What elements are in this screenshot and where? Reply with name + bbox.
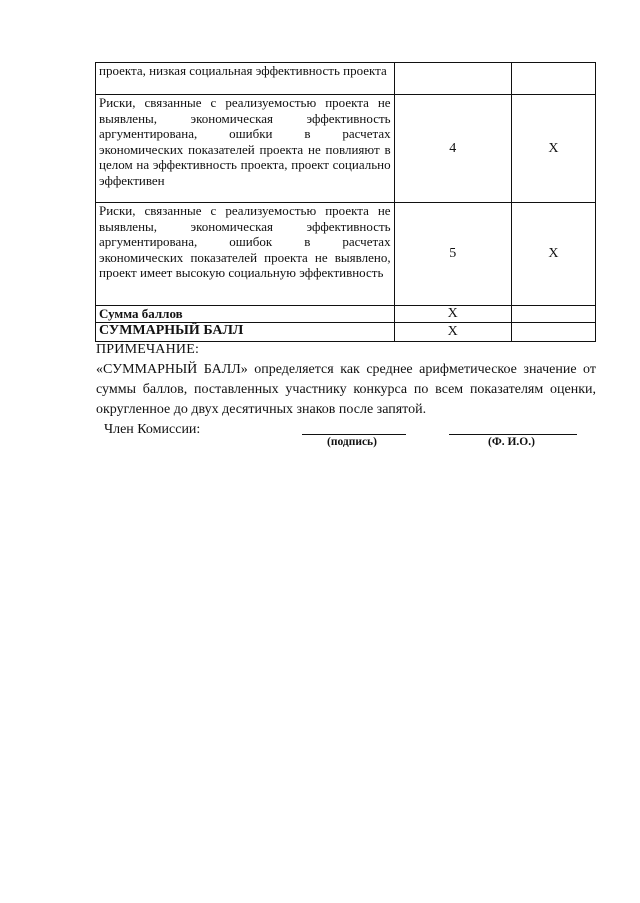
mark-cell: X: [511, 203, 595, 306]
note-title: ПРИМЕЧАНИЕ:: [96, 342, 200, 357]
total-mark: [511, 323, 595, 342]
score-cell: 5: [394, 203, 511, 306]
total-label: СУММАРНЫЙ БАЛЛ: [96, 323, 395, 342]
name-line: [449, 434, 577, 435]
member-label: Член Комиссии:: [104, 422, 201, 437]
note-text: «СУММАРНЫЙ БАЛЛ» определяется как среднее арифметическое значение от суммы баллов, поставленных участнику конкурса по всем показателям оценки, округленное до двух десятичных знаков после запятой.: [96, 362, 596, 417]
signature-caption: (подпись): [327, 436, 377, 448]
table-row: [96, 95, 596, 203]
sum-mark: [511, 306, 595, 323]
total-row: [96, 323, 596, 342]
signature-line: [302, 434, 406, 435]
sum-row: [96, 306, 596, 323]
table-row: [96, 63, 596, 95]
criterion-cell: Риски, связанные с реализуемостью проекта не выявлены, экономическая эффективность аргументирована, ошибки в расчетах экономических показателей проекта не повлияют в целом на эффективность проекта, проект социально эффективен: [96, 95, 395, 203]
mark-cell: X: [511, 95, 595, 203]
score-cell: 4: [394, 95, 511, 203]
score-cell: [394, 63, 511, 95]
evaluation-table: [95, 62, 596, 342]
table-row: [96, 203, 596, 306]
sum-score: X: [394, 306, 511, 323]
total-score: X: [394, 323, 511, 342]
sum-label: Сумма баллов: [96, 306, 395, 323]
name-caption: (Ф. И.О.): [488, 436, 535, 448]
criterion-cell: Риски, связанные с реализуемостью проекта не выявлены, экономическая эффективность аргументирована, ошибок в расчетах экономических показателей проекта не выявлено, проект имеет высокую социальную эффективность: [96, 203, 395, 306]
criterion-cell: проекта, низкая социальная эффективность проекта: [96, 63, 395, 95]
mark-cell: [511, 63, 595, 95]
